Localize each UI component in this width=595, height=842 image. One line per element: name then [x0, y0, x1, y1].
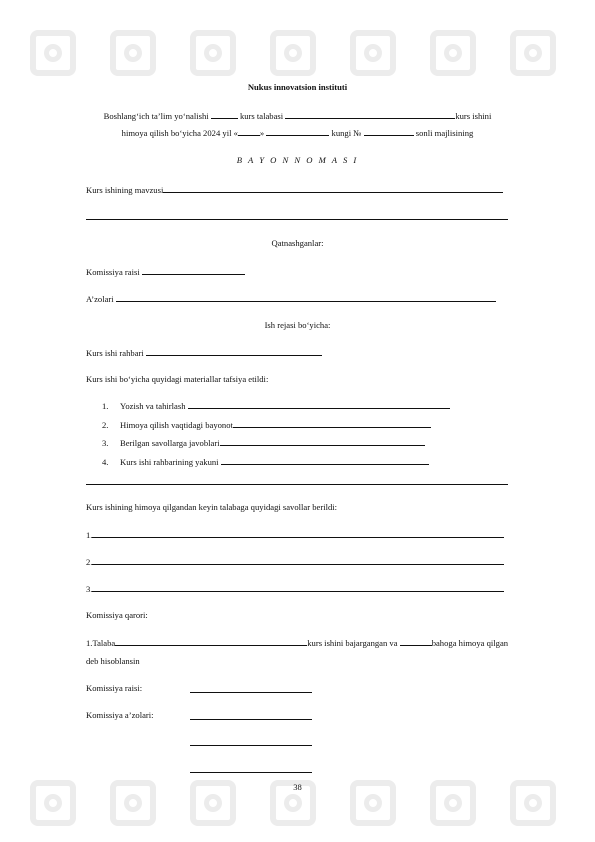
material-item-text: Himoya qilish vaqtidagi bayonot	[120, 420, 233, 430]
page-number: 38	[293, 782, 302, 792]
supervisor-label: Kurs ishi rahbari	[86, 348, 144, 358]
participants-heading: Qatnashganlar:	[271, 238, 324, 248]
members-line	[86, 293, 496, 305]
chair-line	[86, 266, 245, 278]
header-meeting-label: sonli majlisining	[415, 128, 474, 138]
sign-chair-line	[190, 692, 312, 693]
material-item: 3. Berilgan savollarga javoblari	[102, 437, 425, 449]
document-title: B A Y O N N O M A S I	[236, 155, 359, 165]
material-item-text: Berilgan savollarga javoblari	[120, 438, 220, 448]
topic-continuation-line	[86, 219, 508, 220]
members-label: A’zolari	[86, 294, 114, 304]
question-line: 3.	[86, 583, 504, 595]
sign-member-line	[190, 772, 312, 773]
institute-name: Nukus innovatsion instituti	[247, 82, 348, 92]
header-direction-label: Boshlang‘ich ta’lim yo‘nalishi	[103, 111, 209, 121]
header-defense-label: himoya qilish bo‘yicha 2024 yil «	[121, 128, 238, 138]
material-item: 1. Yozish va tahirlash	[102, 400, 450, 412]
supervisor-line	[86, 347, 322, 359]
header-line-1	[0, 110, 595, 122]
topic-line	[86, 184, 503, 196]
sign-member-line	[190, 745, 312, 746]
decision-line-end: deb hisoblansin	[86, 656, 140, 666]
header-student-label: kurs talabasi	[239, 111, 284, 121]
header-course-work-label: kurs ishini	[455, 111, 492, 121]
material-item: 2. Himoya qilish vaqtidagi bayonot	[102, 419, 431, 431]
question-line: 1.	[86, 529, 504, 541]
materials-intro: Kurs ishi bo‘yicha quyidagi materiallar tafsiya etildi:	[86, 374, 269, 384]
chair-label: Komissiya raisi	[86, 267, 140, 277]
decision-heading: Komissiya qarori:	[86, 610, 148, 620]
sign-members-label: Komissiya a’zolari:	[86, 710, 154, 720]
material-item-text: Kurs ishi rahbarining yakuni	[120, 457, 219, 467]
header-day-label: kungi №	[331, 128, 362, 138]
header-line-2: himoya qilish bo‘yicha 2024 yil « » kungi № sonli majlisining	[121, 128, 474, 138]
sign-chair-label: Komissiya raisi:	[86, 683, 143, 693]
material-item: 4. Kurs ishi rahbarining yakuni	[102, 456, 429, 468]
sign-member-line	[190, 719, 312, 720]
material-item-text: Yozish va tahirlash	[120, 401, 186, 411]
topic-label: Kurs ishining mavzusi	[86, 185, 164, 195]
materials-continuation-line	[86, 484, 508, 485]
decision-line: 1.Talaba kurs ishini bajargangan va bahoga himoya qilgan	[86, 638, 509, 648]
question-line: 2.	[86, 556, 504, 568]
plan-heading: Ish rejasi bo‘yicha:	[264, 320, 331, 330]
questions-intro: Kurs ishining himoya qilgandan keyin talabaga quyidagi savollar berildi:	[86, 502, 338, 512]
